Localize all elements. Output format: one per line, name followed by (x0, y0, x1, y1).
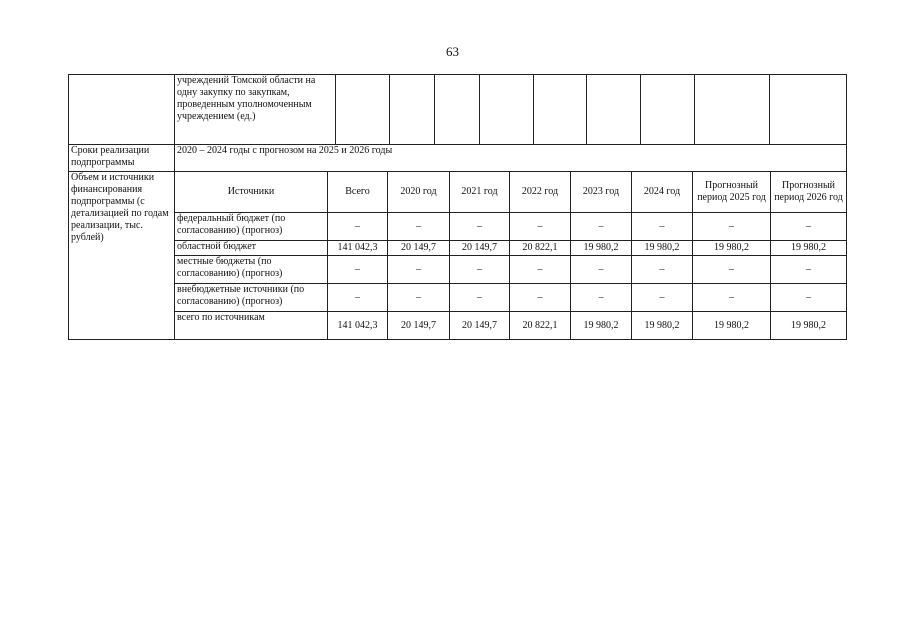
value-2025: 19 980,2 (693, 241, 771, 256)
header-sources: Источники (175, 172, 328, 213)
value-2026: – (771, 284, 847, 312)
empty-value-cell (390, 75, 435, 145)
value-2024: – (632, 256, 693, 284)
value-2022: – (510, 256, 571, 284)
indicator-name-cell: учреждений Томской области на одну закупку по закупкам, проведенным уполномоченным учреждением (ед.) (175, 75, 336, 145)
empty-value-cell (770, 75, 847, 145)
header-2024: 2024 год (632, 172, 693, 213)
value-2020: 20 149,7 (388, 312, 450, 340)
value-2023: – (571, 284, 632, 312)
value-2021: – (450, 213, 510, 241)
value-2025: – (693, 284, 771, 312)
value-2022: – (510, 284, 571, 312)
value-2022: 20 822,1 (510, 241, 571, 256)
value-2026: 19 980,2 (771, 241, 847, 256)
value-2024: 19 980,2 (632, 312, 693, 340)
source-name: областной бюджет (175, 241, 328, 256)
empty-value-cell (587, 75, 641, 145)
header-total: Всего (328, 172, 388, 213)
table-row (69, 213, 847, 241)
value-2021: – (450, 284, 510, 312)
value-2024: – (632, 213, 693, 241)
header-2026: Прогнозный период 2026 год (771, 172, 847, 213)
value-2026: – (771, 256, 847, 284)
value-2023: 19 980,2 (571, 312, 632, 340)
source-name: местные бюджеты (по согласованию) (прогноз) (175, 256, 328, 284)
table-row (69, 312, 847, 340)
value-2020: – (388, 284, 450, 312)
value-2023: – (571, 256, 632, 284)
empty-value-cell (480, 75, 534, 145)
empty-label-cell (69, 75, 175, 145)
empty-value-cell (336, 75, 390, 145)
value-2022: – (510, 213, 571, 241)
header-2023: 2023 год (571, 172, 632, 213)
table-row (69, 284, 847, 312)
terms-label: Сроки реализации подпрограммы (69, 145, 175, 172)
value-total: 141 042,3 (328, 241, 388, 256)
header-2020: 2020 год (388, 172, 450, 213)
value-2026: 19 980,2 (771, 312, 847, 340)
value-2025: 19 980,2 (693, 312, 771, 340)
value-2020: – (388, 256, 450, 284)
terms-table (68, 144, 847, 172)
value-2023: 19 980,2 (571, 241, 632, 256)
value-2020: – (388, 213, 450, 241)
value-2025: – (693, 256, 771, 284)
header-2021: 2021 год (450, 172, 510, 213)
value-total: – (328, 256, 388, 284)
source-name: всего по источникам (175, 312, 328, 340)
value-2026: – (771, 213, 847, 241)
value-2024: – (632, 284, 693, 312)
source-name: федеральный бюджет (по согласованию) (прогноз) (175, 213, 328, 241)
value-2021: 20 149,7 (450, 241, 510, 256)
value-2020: 20 149,7 (388, 241, 450, 256)
value-2021: 20 149,7 (450, 312, 510, 340)
header-2022: 2022 год (510, 172, 571, 213)
value-2022: 20 822,1 (510, 312, 571, 340)
financing-table (68, 171, 847, 340)
terms-value: 2020 – 2024 годы с прогнозом на 2025 и 2026 годы (175, 145, 847, 172)
page-number: 63 (446, 44, 459, 59)
empty-value-cell (435, 75, 480, 145)
value-total: – (328, 284, 388, 312)
value-2025: – (693, 213, 771, 241)
value-total: – (328, 213, 388, 241)
value-2021: – (450, 256, 510, 284)
empty-value-cell (695, 75, 770, 145)
value-2023: – (571, 213, 632, 241)
table-row (69, 241, 847, 256)
empty-value-cell (534, 75, 587, 145)
header-2025: Прогнозный период 2025 год (693, 172, 771, 213)
table-row (69, 256, 847, 284)
source-name: внебюджетные источники (по согласованию) (прогноз) (175, 284, 328, 312)
financing-label: Объем и источники финансирования подпрограммы (с детализацией по годам реализации, тыс. рублей) (69, 172, 175, 340)
value-2024: 19 980,2 (632, 241, 693, 256)
indicator-continuation-table (68, 74, 847, 145)
value-total: 141 042,3 (328, 312, 388, 340)
empty-value-cell (641, 75, 695, 145)
